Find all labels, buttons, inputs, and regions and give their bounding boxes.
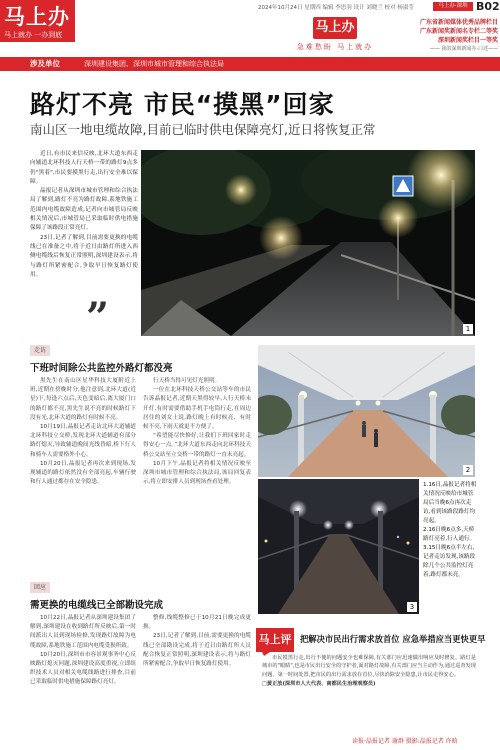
caption: 3.15日晚6点半左右,记者走访发现,该路段除几个公共监控灯亮着,路灯都未亮。 xyxy=(423,545,476,578)
award-list xyxy=(373,18,498,54)
lead-paragraph: 23日,记者了解到,目前需要更换的电缆线已在准备之中,将于近日由路灯所进入西侧电缆线后恢复正常照明,深圳建设表示,将与路灯所紧密配合,争取早日恢复路灯使用。 xyxy=(30,234,138,278)
body-paragraph: 一位在北环科技天桥公交站等车的市民告诉晶报记者,近期天黑得较早,人行天桥未开灯,有时需要借助手机手电筒行走,在周边居住的刘女士说,路灯晚上有时候亮、有时候不亮,下雨天就更不方便了。 xyxy=(143,387,251,431)
footbridge-illustration xyxy=(258,345,475,477)
photo-captions xyxy=(423,481,478,580)
photo-number: 1 xyxy=(463,324,473,334)
caption: 1.16日,晶报记者将相关情况反映给市城管局后当晚6点再次走访,看到该路段路灯均亮起。 xyxy=(423,482,477,524)
lead-paragraph: 近日,有市民来信反映,北环大道东西走向辅道北环科技人行天桥一带的路灯9点多仍"黑着",市民要摸黑行走,出行安全难以保障。 xyxy=(30,151,138,185)
award-note: —— 我的深圳新闻办·口述—— xyxy=(429,46,498,52)
section1-title: 下班时间除公共监控外路灯都没亮 xyxy=(30,363,173,374)
section-label: 涉及单位 xyxy=(30,59,60,68)
section-tag-response: 回应 xyxy=(30,582,50,593)
section2-column-2 xyxy=(143,614,251,669)
dark-walkway-illustration xyxy=(258,479,419,614)
masthead xyxy=(0,0,500,55)
section1-column-1 xyxy=(30,377,136,487)
section2-column-1 xyxy=(30,614,136,688)
body-paragraph: 23日,记者了解到,目前,需要更换的电缆线已全部勘设完成,将于近日由路灯所人员配合恢复正常照明,深圳建设表示,将与路灯所紧密配合,争取早日恢复路灯使用。 xyxy=(143,633,251,668)
footer-credits: 读报·晶报记者 谢群 摄影:晶报记者 许晗 xyxy=(352,738,458,745)
body-paragraph: 行天桥当得可见灯光照明。 xyxy=(153,378,221,384)
brand-logo: 马上办 xyxy=(313,17,357,39)
footer xyxy=(0,735,500,750)
photo-number: 3 xyxy=(407,602,417,612)
page-tag: 马上办·深圳 xyxy=(433,2,473,11)
body-paragraph: 10月20日,晶报记者再次来到现场,发现辅道的路灯依然没有全部亮起,车辆行驶和行人通过都存在安全隐患。 xyxy=(30,460,136,486)
award-line: 广东省新闻媒体优秀品牌栏目 xyxy=(419,19,498,26)
brand-logo-box xyxy=(296,17,374,54)
body-paragraph: 10月19日,晶报记者走访北环大道辅道北环科技立交桥,发现北环大道辅道有部分路灯熄灭,导致辅道晚间光线昏暗,桥下行人和骑车人需要格外小心。 xyxy=(30,424,136,458)
caption: 2.16日晚6点多,天桥路灯亮着,行人通行。 xyxy=(423,527,476,542)
body-paragraph: 10月20日,深圳市市容景观事务中心反映路灯熄灭问题,深圳建设高度重视,立即组织技术人员对相关电缆线路进行排查,目前已采取临时供电措施保障路灯亮灯。 xyxy=(30,651,136,686)
subheadline: 南山区一地电缆故障,目前已临时供电保障亮灯,近日将恢复正常 xyxy=(30,122,376,137)
quote-mark: ” xyxy=(86,294,110,341)
award-line: 广东新闻奖新闻名专栏二等奖 xyxy=(419,28,498,35)
logo-slogan: 马上就办 一办到底 xyxy=(4,31,63,39)
commentary-paragraph: 市民摸黑行走,出行不便的问题安全也难保障,有关部门应迅速做出响应及时修复。路灯是城市的"眼睛",也是市民出行安全的守护者,面对路灯故障,有关部门应当主动作为,通过巡查发现问题、第一时间处置,把市民的出行需求放在首位,尽快消除安全隐患,让市民走得安心。 xyxy=(262,655,476,678)
section2-title: 需更换的电缆线已全部勘设完成 xyxy=(30,600,164,611)
lead-paragraph: 晶报记者从深圳市城市管理和综合执法局了解到,路灯不亮为路灯故障,系地铁施工范围内电缆故障造成,记者向市城管局反映相关情况后,市城管局已采取临时供电措施保障了该路段正常亮灯。 xyxy=(30,188,138,232)
commentary-body xyxy=(262,654,476,689)
column-logo xyxy=(0,0,75,42)
award-line: 深圳新闻奖栏目一等奖 xyxy=(437,37,498,44)
body-paragraph: 10月22日,晶报记者从深圳建设集团了解到,深圳建设在收到路灯所反映后,第一时间派出人员到现场检修,发现路灯故障为电缆故障,系地铁施工范围内电缆受损所致。 xyxy=(30,615,136,649)
logo-title: 马上办 xyxy=(4,5,70,29)
photo-night-street xyxy=(141,150,475,336)
night-street-illustration xyxy=(141,150,475,336)
brand-slogan: 急难愁盼 马上就办 xyxy=(296,43,374,51)
body-paragraph: 10月下午,晶报记者将相关情况反映至深圳市城市管理和综合执法局,该局回复表示,将立即安排人员到现场查看处理。 xyxy=(143,460,251,486)
photo-dark-walkway xyxy=(258,479,419,614)
commentary-title: 把解决市民出行需求放首位 应急举措应当更快更早 xyxy=(300,634,486,644)
body-paragraph: 黑先生在南山区星华科技大厦附近上班,近期在傍晚时分,他注意到,北环大道(近星)下,每逢六点后,天色变暗后,离大厦门口的路灯都不亮,黑先生说不亮的时候路灯下没有光,北环大道的路灯有时候不亮。 xyxy=(30,378,136,421)
date-line: 2024年10月24日 星期四 编辑 李思羽 设计 刘晓兰 校对 杨淑莹 xyxy=(258,5,414,11)
section-units: 深圳建设集团、深圳市城市管理和综合执法局 xyxy=(84,60,224,68)
page-number: B02 xyxy=(476,0,500,13)
photo-number: 2 xyxy=(463,465,473,475)
body-paragraph: 整修,线缆整修已于10月21日晚完成更换。 xyxy=(143,615,251,631)
body-paragraph: “希望能尽快修好,让我们下班回家时走得安心一点。”北环大道东西走向北环科技天桥公交站至立交桥一带的路灯一直未亮起。 xyxy=(143,433,251,458)
photo-footbridge xyxy=(258,345,475,477)
section-bar xyxy=(0,57,500,71)
section-tag-visit: 走访 xyxy=(30,345,50,356)
commentary-author: □黄正放(深圳市人大代表、南都民生治理观察员) xyxy=(262,681,376,688)
lead-paragraphs xyxy=(30,150,138,280)
headline: 路灯不亮 市民“摸黑”回家 xyxy=(30,90,335,119)
section1-column-2 xyxy=(143,377,251,487)
commentary-logo-text: 马上评 xyxy=(258,633,292,646)
commentary-logo xyxy=(256,628,294,656)
